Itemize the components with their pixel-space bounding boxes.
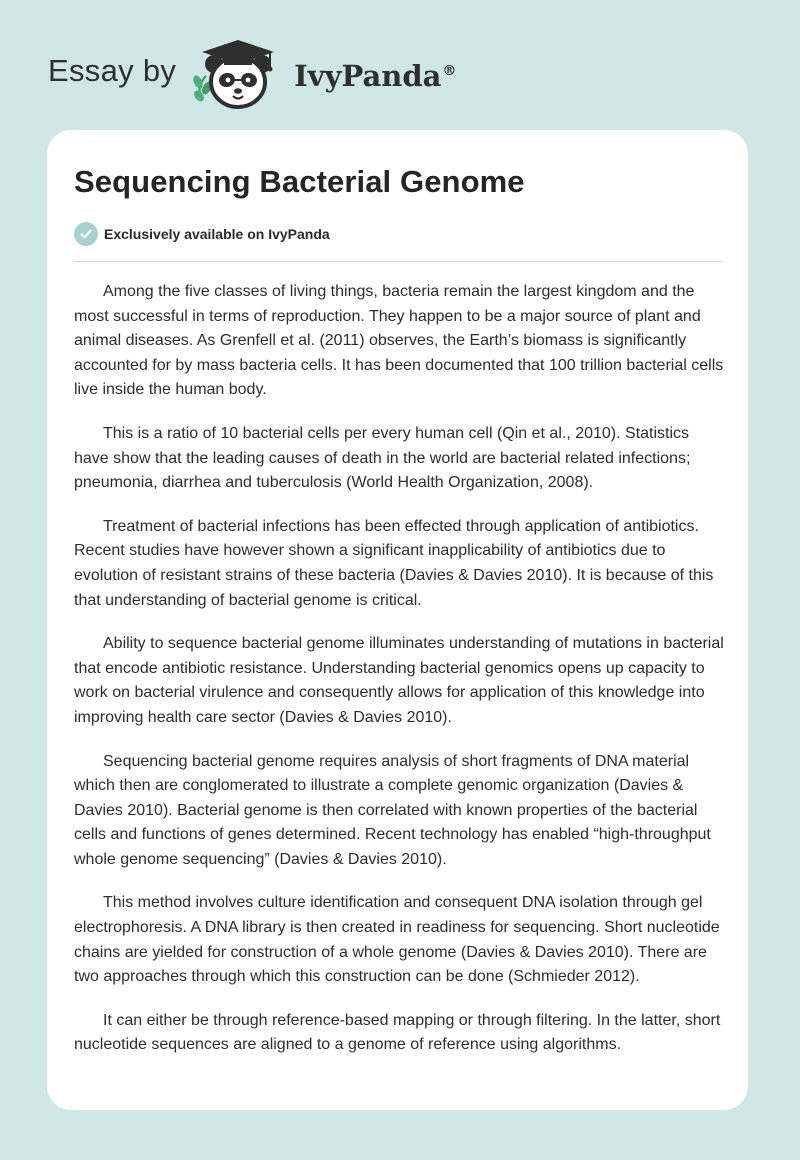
paragraph: Among the five classes of living things, bacteria remain the largest kingdom and the most successful in terms of reproduction. They happen to be a major source of plant and animal diseases. As Grenfell et al. (2011) observes, the Earth’s biomass is significantly accounted for by mass bacteria cells. It has been documented that 100 trillion bacterial cells live inside the human body. xyxy=(74,283,724,399)
page-title: Sequencing Bacterial Genome xyxy=(74,164,525,199)
paragraph: It can either be through reference-based mapping or through filtering. In the latter, short nucleotide sequences are aligned to a genome of reference using algorithms. xyxy=(74,1011,721,1054)
paragraph: Ability to sequence bacterial genome illuminates understanding of mutations in bacterial that encode antibiotic resistance. Understanding bacterial genomics opens up capacity to work on bacterial virulence and consequently allows for application of this knowledge into improving health care sector (Davies & Davies 2010). xyxy=(74,635,724,726)
paragraph: This is a ratio of 10 bacterial cells per every human cell (Qin et al., 2010). Statistics have show that the leading causes of death in the world are bacterial related infections; pneumonia, diarrhea and tuberculosis (World Health Organization, 2008). xyxy=(74,424,691,492)
exclusive-badge xyxy=(74,222,330,246)
paragraph: Treatment of bacterial infections has been effected through application of antibiotics. Recent studies have however shown a significant inapplicability of antibiotics due to evolution of resistant strains of these bacteria (Davies & Davies 2010). It is because of this that understanding of bacterial genome is critical. xyxy=(74,517,714,609)
title-divider xyxy=(74,261,723,262)
essay-body xyxy=(74,280,724,1077)
panda-logo-icon[interactable] xyxy=(190,36,286,112)
brand-header xyxy=(48,34,456,114)
check-circle-icon xyxy=(74,222,98,246)
brand-name[interactable]: IvyPanda® xyxy=(294,59,457,93)
essay-card xyxy=(47,130,748,1110)
exclusive-label: Exclusively available on IvyPanda xyxy=(104,226,330,242)
brand-prefix: Essay by xyxy=(48,53,177,88)
paragraph: This method involves culture identification and consequent DNA isolation through gel electrophoresis. A DNA library is then created in readiness for sequencing. Short nucleotide chains are yielded for construction of a whole genome (Davies & Davies 2010). There are two approaches through which this construction can be done (Schmieder 2012). xyxy=(74,894,720,986)
paragraph: Sequencing bacterial genome requires analysis of short fragments of DNA material which then are conglomerated to illustrate a complete genomic organization (Davies & Davies 2010). Bacterial genome is then correlated with known properties of the bacterial cells and functions of genes determined. Recent technology has enabled “high-throughput whole genome sequencing” (Davies & Davies 2010). xyxy=(74,752,711,868)
registered-mark: ® xyxy=(442,63,457,80)
